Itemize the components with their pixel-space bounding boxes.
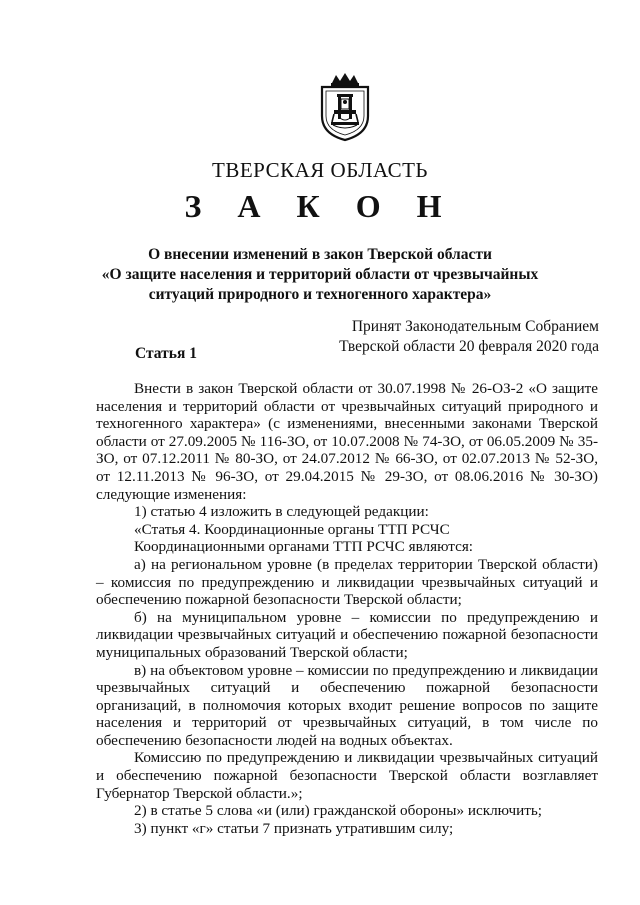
adoption-line: Тверской области 20 февраля 2020 года (339, 338, 599, 355)
coat-of-arms-emblem-icon (316, 72, 374, 142)
paragraph: в) на объектовом уровне – комиссии по предупреждению и ликвидации чрезвычайных ситуаций и обеспечению пожарной безопасности организаций, в полномочия которых входит решение вопросов по защите населения и территорий от чрезвычайных ситуаций, в том числе по обеспечению безопасности людей на водных объектах. (96, 661, 598, 749)
law-title: З А К О Н (184, 188, 456, 224)
paragraph: Внести в закон Тверской области от 30.07.1998 № 26-ОЗ-2 «О защите населения и территорий области от чрезвычайных ситуаций природного и техногенного характера» (с изменениями, внесенными законами Тверской области от 27.09.2005 № 116-ЗО, от 10.07.2008 № 74-ЗО, от 06.05.2009 № 35-ЗО, от 07.12.2011 № 80-ЗО, от 24.07.2012 № 66-ЗО, от 02.07.2013 № 52-ЗО, от 12.11.2013 № 96-ЗО, от 29.04.2015 № 29-ЗО, от 08.06.2016 № 30-ЗО) следующие изменения: (96, 380, 598, 503)
paragraph: 1) статью 4 изложить в следующей редакции: (134, 503, 429, 521)
paragraph: Координационными органами ТТП РСЧС являются: (134, 538, 474, 556)
article-heading: Статья 1 (135, 345, 197, 362)
paragraph: «Статья 4. Координационные органы ТТП РСЧС (134, 520, 450, 538)
region-name: ТВЕРСКАЯ ОБЛАСТЬ (212, 158, 428, 182)
law-subject (100, 245, 540, 305)
subject-line: О внесении изменений в закон Тверской области (148, 246, 492, 263)
article-body (96, 380, 598, 837)
paragraph: а) на региональном уровне (в пределах территории Тверской области) – комиссия по предупреждению и ликвидации чрезвычайных ситуаций и обеспечению пожарной безопасности Тверской области; (96, 555, 598, 609)
subject-line: «О защите населения и территорий области от чрезвычайных (101, 266, 539, 283)
adoption-line: Принят Законодательным Собранием (351, 318, 599, 335)
paragraph: б) на муниципальном уровне – комиссии по предупреждению и ликвидации чрезвычайных ситуаций и обеспечению пожарной безопасности муниципальных образований Тверской области; (96, 608, 598, 661)
paragraph: 2) в статье 5 слова «и (или) гражданской обороны» исключить; (134, 802, 542, 820)
paragraph: 3) пункт «г» статьи 7 признать утратившим силу; (134, 819, 454, 837)
subject-line: ситуаций природного и техногенного характера» (148, 286, 492, 303)
paragraph: Комиссию по предупреждению и ликвидации чрезвычайных ситуаций и обеспечению пожарной безопасности Тверской области возглавляет Губернатор Тверской области.»; (96, 749, 598, 802)
adoption-note (339, 317, 599, 357)
